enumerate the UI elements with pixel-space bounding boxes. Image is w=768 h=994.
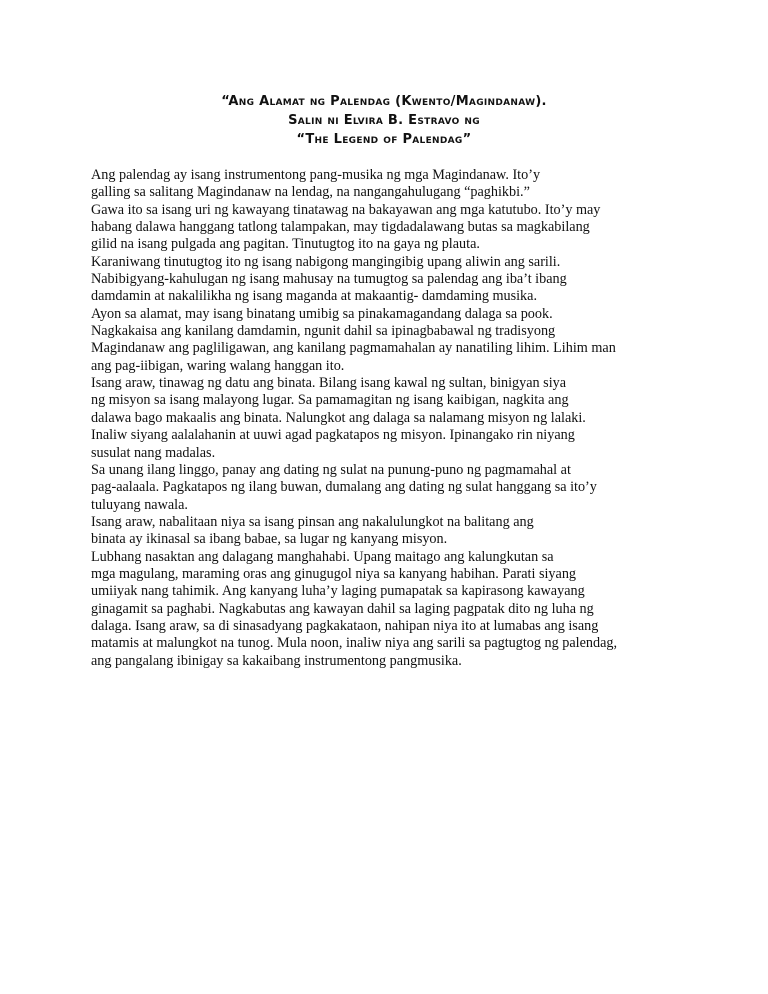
body-line: umiiyak nang tahimik. Ang kanyang luha’y laging pumapatak sa kapirasong kawayang [91, 583, 585, 600]
body-line: Ang palendag ay isang instrumentong pang-musika ng mga Magindanaw. Ito’y [91, 167, 541, 183]
body-line: Lubhang nasaktan ang dalagang manghahabi. Upang maitago ang kalungkutan sa [91, 548, 554, 565]
body-line: ng misyon sa isang malayong lugar. Sa pamamagitan ng isang kaibigan, nagkita ang [91, 392, 569, 409]
body-line: Ayon sa alamat, may isang binatang umibig sa pinakamagandang dalaga sa pook. [91, 305, 553, 322]
body-line: gilid na isang pulgada ang pagitan. Tinutugtog ito na gaya ng plauta. [91, 236, 480, 253]
body-line: damdamin at nakalilikha ng isang maganda at makaantig- damdaming musika. [91, 288, 537, 305]
body-line: dalawa bago makaalis ang binata. Nalungkot ang dalaga sa nalamang misyon ng lalaki. [91, 409, 586, 426]
body-line: Nagkakaisa ang kanilang damdamin, ngunit dahil sa ipinagbabawal ng tradisyong [91, 323, 556, 340]
document-title [0, 92, 768, 149]
body-line: dalaga. Isang araw, sa di sinasadyang pagkakataon, nahipan niya ito at lumabas ang isang [91, 617, 599, 634]
body-line: Sa unang ilang linggo, panay ang dating ng sulat na punung-puno ng pagmamahal at [91, 461, 571, 478]
title-line-3: “The Legend of Palendag” [296, 132, 472, 147]
body-line: Karaniwang tinutugtog ito ng isang nabigong mangingibig upang aliwin ang sarili. [91, 253, 561, 270]
body-line: habang dalawa hanggang tatlong talampakan, may tigdadalawang butas sa magkabilang [91, 219, 590, 236]
body-line: Isang araw, nabalitaan niya sa isang pinsan ang nakalulungkot na balitang ang [91, 513, 534, 530]
body-line: tuluyang nawala. [91, 496, 188, 513]
body-line: matamis at malungkot na tunog. Mula noon, inaliw niya ang sarili sa pagtugtog ng palendag, [91, 635, 618, 652]
body-line: mga magulang, maraming oras ang ginugugol niya sa kanyang habihan. Parati siyang [91, 565, 577, 582]
body-line: Inaliw siyang aalalahanin at uuwi agad pagkatapos ng misyon. Ipinangako rin niyang [91, 427, 575, 444]
story-body [91, 167, 681, 670]
body-line: Gawa ito sa isang uri ng kawayang tinatawag na bakayawan ang mga katutubo. Ito’y may [91, 201, 601, 218]
body-line: pag-aalaala. Pagkatapos ng ilang buwan, dumalang ang dating ng sulat hanggang sa ito’y [91, 479, 597, 496]
body-line: binata ay ikinasal sa ibang babae, sa lugar ng kanyang misyon. [91, 531, 448, 548]
body-line: Isang araw, tinawag ng datu ang binata. Bilang isang kawal ng sultan, binigyan siya [91, 375, 567, 392]
body-line: ginagamit sa paghabi. Nagkabutas ang kawayan dahil sa laging pagpatak dito ng luha ng [91, 600, 594, 617]
body-line: ang pag-iibigan, waring walang hanggan ito. [91, 357, 345, 374]
body-line: ang pangalang ibinigay sa kakaibang instrumentong pangmusika. [91, 652, 462, 669]
title-line-1: “Ang Alamat ng Palendag (Kwento/Magindanaw). [221, 94, 547, 109]
body-line: galling sa salitang Magindanaw na lendag, na nangangahulugang “paghikbi.” [91, 184, 530, 201]
body-line: Magindanaw ang pagliligawan, ang kanilang pagmamahalan ay nanatiling lihim. Lihim man [91, 340, 616, 357]
body-line: Nabibigyang-kahulugan ng isang mahusay na tumugtog sa palendag ang iba’t ibang [91, 271, 567, 288]
body-line: susulat nang madalas. [91, 444, 216, 461]
title-line-2: Salin ni Elvira B. Estravo ng [288, 113, 480, 128]
